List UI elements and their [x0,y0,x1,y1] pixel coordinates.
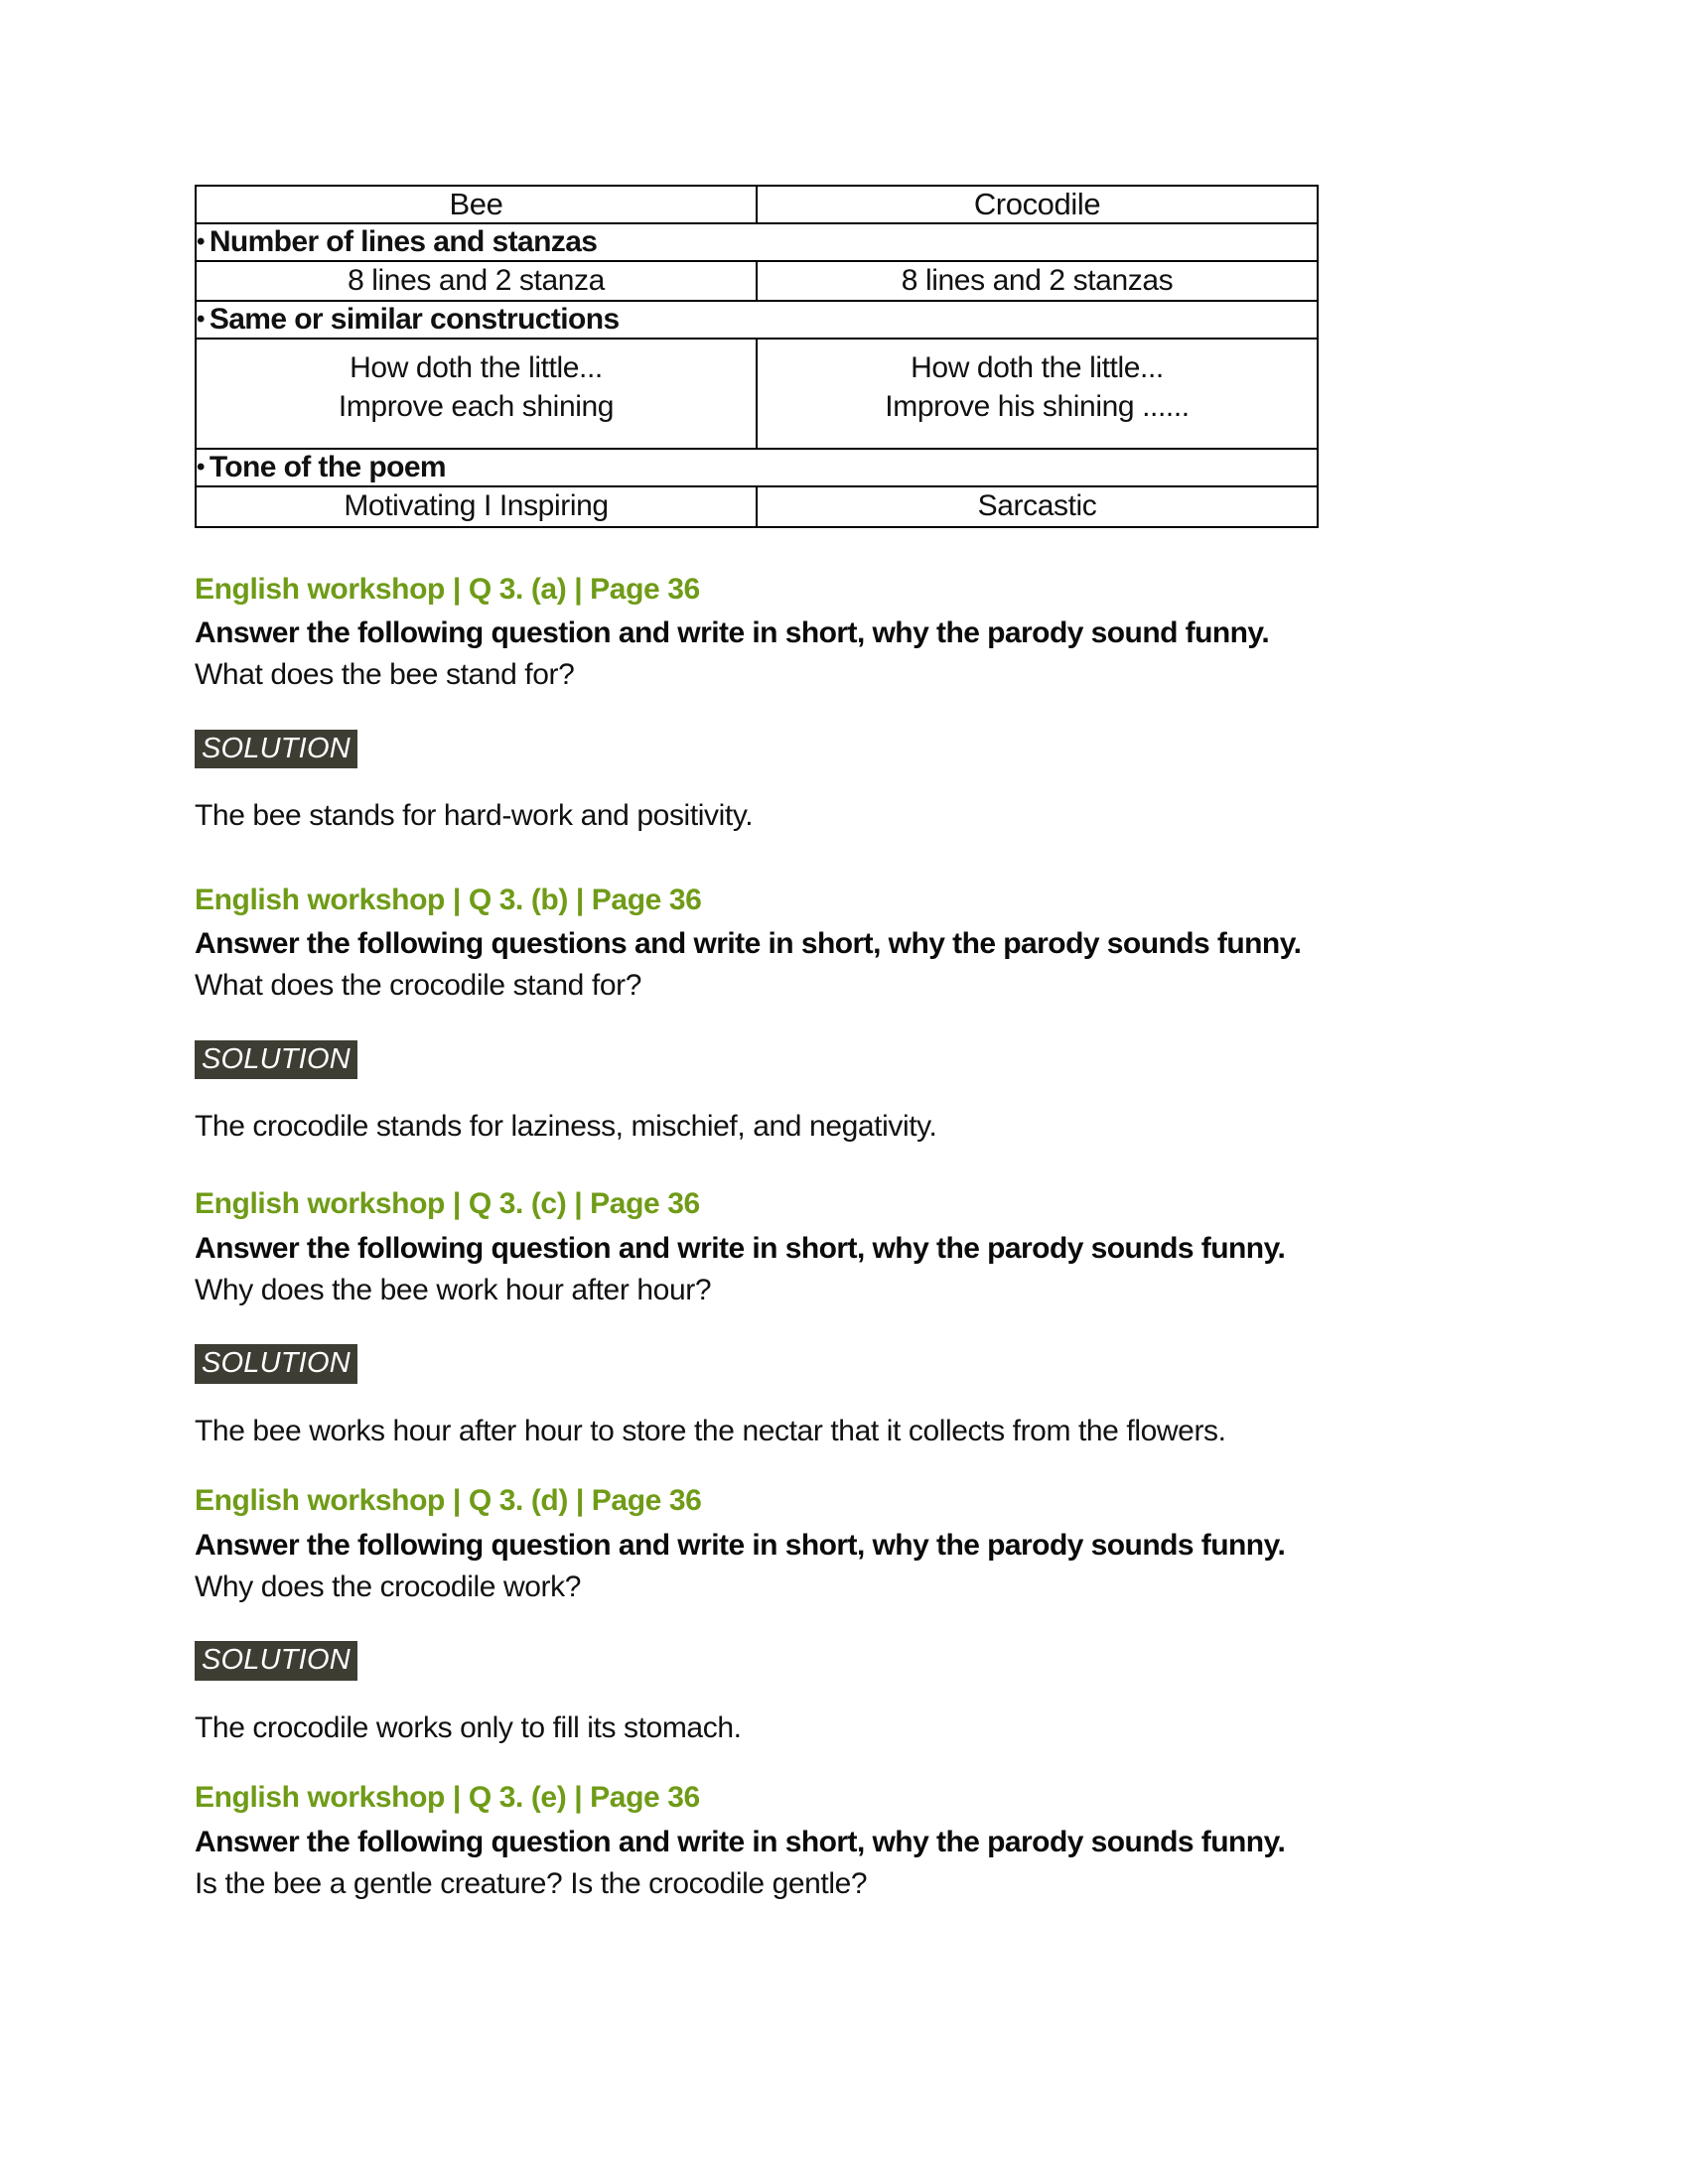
qa-heading-e: English workshop | Q 3. (e) | Page 36 [195,1781,700,1815]
qa-prompt-e: Answer the following question and write in short, why the parody sounds funny. [195,1825,1286,1858]
solution-badge-d: SOLUTION [195,1641,357,1680]
bullet-tone-of-the-poem [196,449,1318,486]
qa-heading-d: English workshop | Q 3. (d) | Page 36 [195,1484,702,1518]
bullet-dot-icon: • [197,228,205,255]
table-row-constructions-values [196,339,1318,449]
qa-section-b [195,881,1545,1148]
bullet-label: Same or similar constructions [209,303,620,337]
bullet-label: Tone of the poem [209,451,446,484]
cell-bee-lines-stanzas: 8 lines and 2 stanza [196,261,757,301]
solution-badge-c: SOLUTION [195,1344,357,1383]
qa-sub-c: Why does the bee work hour after hour? [195,1273,712,1306]
solution-badge-b: SOLUTION [195,1040,357,1079]
qa-answer-a: The bee stands for hard-work and positivity. [195,799,754,832]
qa-heading-c: English workshop | Q 3. (c) | Page 36 [195,1187,700,1221]
cell-bee-constructions [196,339,757,449]
bee-crocodile-comparison-table [195,185,1319,528]
table-header-bee: Bee [196,186,757,223]
solution-badge-a: SOLUTION [195,730,357,768]
bullet-dot-icon: • [197,454,205,481]
qa-sub-e: Is the bee a gentle creature? Is the crocodile gentle? [195,1866,868,1900]
document-content [195,185,1545,1910]
qa-answer-b: The crocodile stands for laziness, mischief, and negativity. [195,1109,937,1143]
qa-sub-d: Why does the crocodile work? [195,1570,581,1603]
qa-sub-a: What does the bee stand for? [195,658,575,692]
bullet-same-or-similar-constructions [196,301,1318,339]
cell-crocodile-tone: Sarcastic [757,486,1318,526]
table-row-lines-stanzas-values [196,261,1318,301]
table-row-header [196,186,1318,223]
qa-prompt-a: Answer the following question and write in short, why the parody sound funny. [195,616,1270,650]
qa-prompt-d: Answer the following question and write in short, why the parody sounds funny. [195,1528,1286,1562]
qa-section-a [195,570,1545,837]
qa-prompt-b: Answer the following questions and write in short, why the parody sounds funny. [195,927,1302,960]
qa-section-c [195,1184,1545,1451]
qa-heading-b: English workshop | Q 3. (b) | Page 36 [195,883,702,916]
qa-answer-c: The bee works hour after hour to store the nectar that it collects from the flowers. [195,1414,1226,1447]
cell-crocodile-constructions [757,339,1318,449]
qa-sub-b: What does the crocodile stand for? [195,969,641,1002]
table-row-tone-values [196,486,1318,526]
table-row-bullet-lines-stanzas [196,223,1318,261]
cell-bee-tone: Motivating I Inspiring [196,486,757,526]
cell-bee-constructions-line-2: Improve each shining [338,389,615,423]
table-row-bullet-tone [196,449,1318,486]
cell-crocodile-lines-stanzas: 8 lines and 2 stanzas [757,261,1318,301]
qa-heading-a: English workshop | Q 3. (a) | Page 36 [195,572,700,606]
table-header-crocodile: Crocodile [757,186,1318,223]
qa-section-d [195,1481,1545,1748]
qa-prompt-c: Answer the following question and write in short, why the parody sounds funny. [195,1231,1286,1265]
qa-section-e [195,1778,1545,1904]
cell-crocodile-constructions-line-2: Improve his shining ...... [885,389,1190,423]
bullet-label: Number of lines and stanzas [209,225,598,258]
cell-crocodile-constructions-line-1: How doth the little... [911,351,1164,385]
qa-answer-d: The crocodile works only to fill its stomach. [195,1710,742,1744]
cell-bee-constructions-line-1: How doth the little... [350,351,603,385]
table-row-bullet-constructions [196,301,1318,339]
bullet-number-of-lines-and-stanzas [196,223,1318,261]
bullet-dot-icon: • [197,306,205,334]
